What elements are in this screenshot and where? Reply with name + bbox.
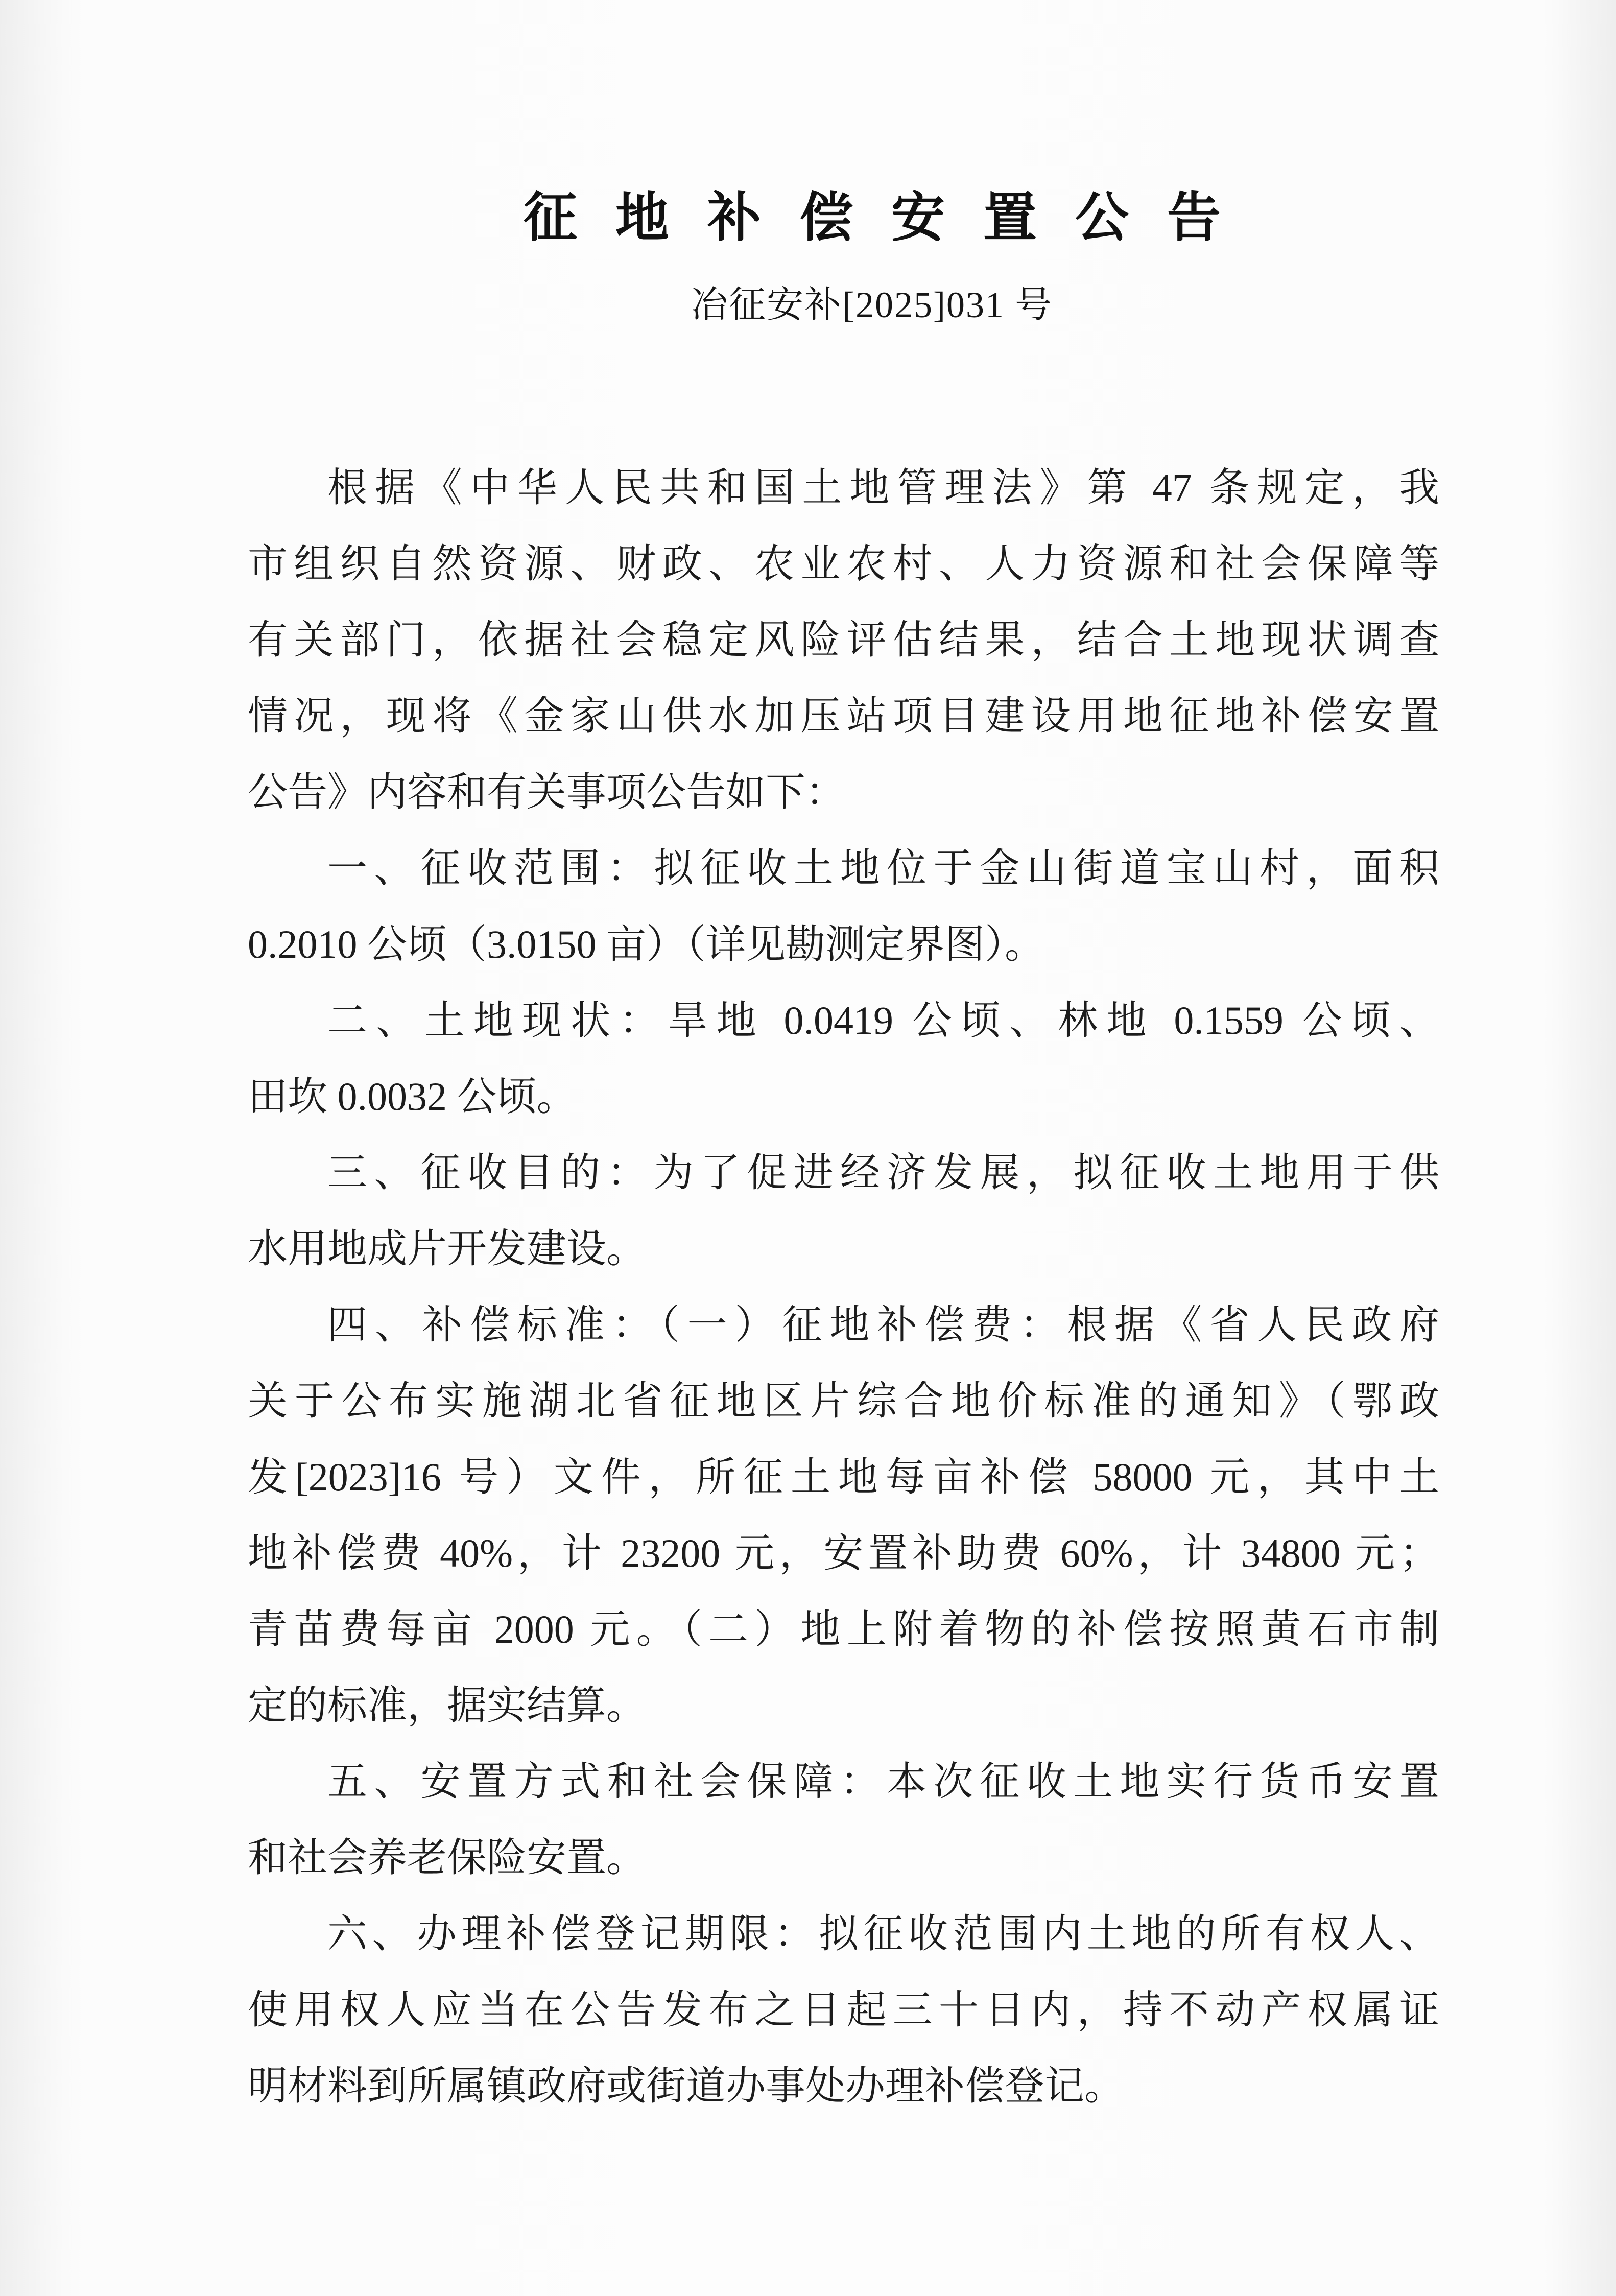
body-line: 五、安置方式和社会保障：本次征收土地实行货币安置	[327, 1759, 1439, 1804]
body-line: 六、办理补偿登记期限：拟征收范围内土地的所有权人、	[327, 1911, 1439, 1956]
body-line: 地补偿费 40%，计 23200 元，安置补助费 60%，计 34800 元；	[248, 1531, 1439, 1575]
body-line: 情况，现将《金家山供水加压站项目建设用地征地补偿安置	[248, 694, 1439, 738]
body-line: 有关部门，依据社会稳定风险评估结果，结合土地现状调查	[248, 618, 1439, 662]
body-line: 根据《中华人民共和国土地管理法》第 47 条规定，我	[327, 465, 1439, 510]
body-line: 定的标准，据实结算。	[248, 1683, 647, 1727]
body-line: 关于公布实施湖北省征地区片综合地价标准的通知》（鄂政	[248, 1379, 1439, 1423]
body-line: 青苗费每亩 2000 元。（二）地上附着物的补偿按照黄石市制	[248, 1607, 1439, 1651]
body-line: 田坎 0.0032 公顷。	[248, 1074, 577, 1119]
document-title: 征地补偿安置公告	[523, 188, 1259, 248]
body-line: 四、补偿标准：（一）征地补偿费：根据《省人民政府	[327, 1303, 1439, 1347]
document-number: 冶征安补[2025]031 号	[691, 285, 1053, 325]
body-line: 0.2010 公顷（3.0150 亩）（详见勘测定界图）。	[248, 922, 1045, 966]
body-line: 市组织自然资源、财政、农业农村、人力资源和社会保障等	[248, 541, 1439, 586]
body-line: 公告》内容和有关事项公告如下：	[248, 770, 846, 814]
body-line: 一、征收范围：拟征收土地位于金山街道宝山村，面积	[327, 846, 1439, 890]
body-line: 和社会养老保险安置。	[248, 1835, 647, 1880]
document-body	[248, 449, 1439, 2124]
body-line: 水用地成片开发建设。	[248, 1226, 647, 1271]
body-line: 发[2023]16 号）文件，所征土地每亩补偿 58000 元，其中土	[248, 1455, 1439, 1499]
body-line: 二、土地现状：旱地 0.0419 公顷、林地 0.1559 公顷、	[327, 998, 1439, 1043]
body-line: 明材料到所属镇政府或街道办事处办理补偿登记。	[248, 2064, 1125, 2108]
body-line: 三、征收目的：为了促进经济发展，拟征收土地用于供	[327, 1150, 1439, 1195]
body-line: 使用权人应当在公告发布之日起三十日内，持不动产权属证	[248, 1987, 1439, 2032]
